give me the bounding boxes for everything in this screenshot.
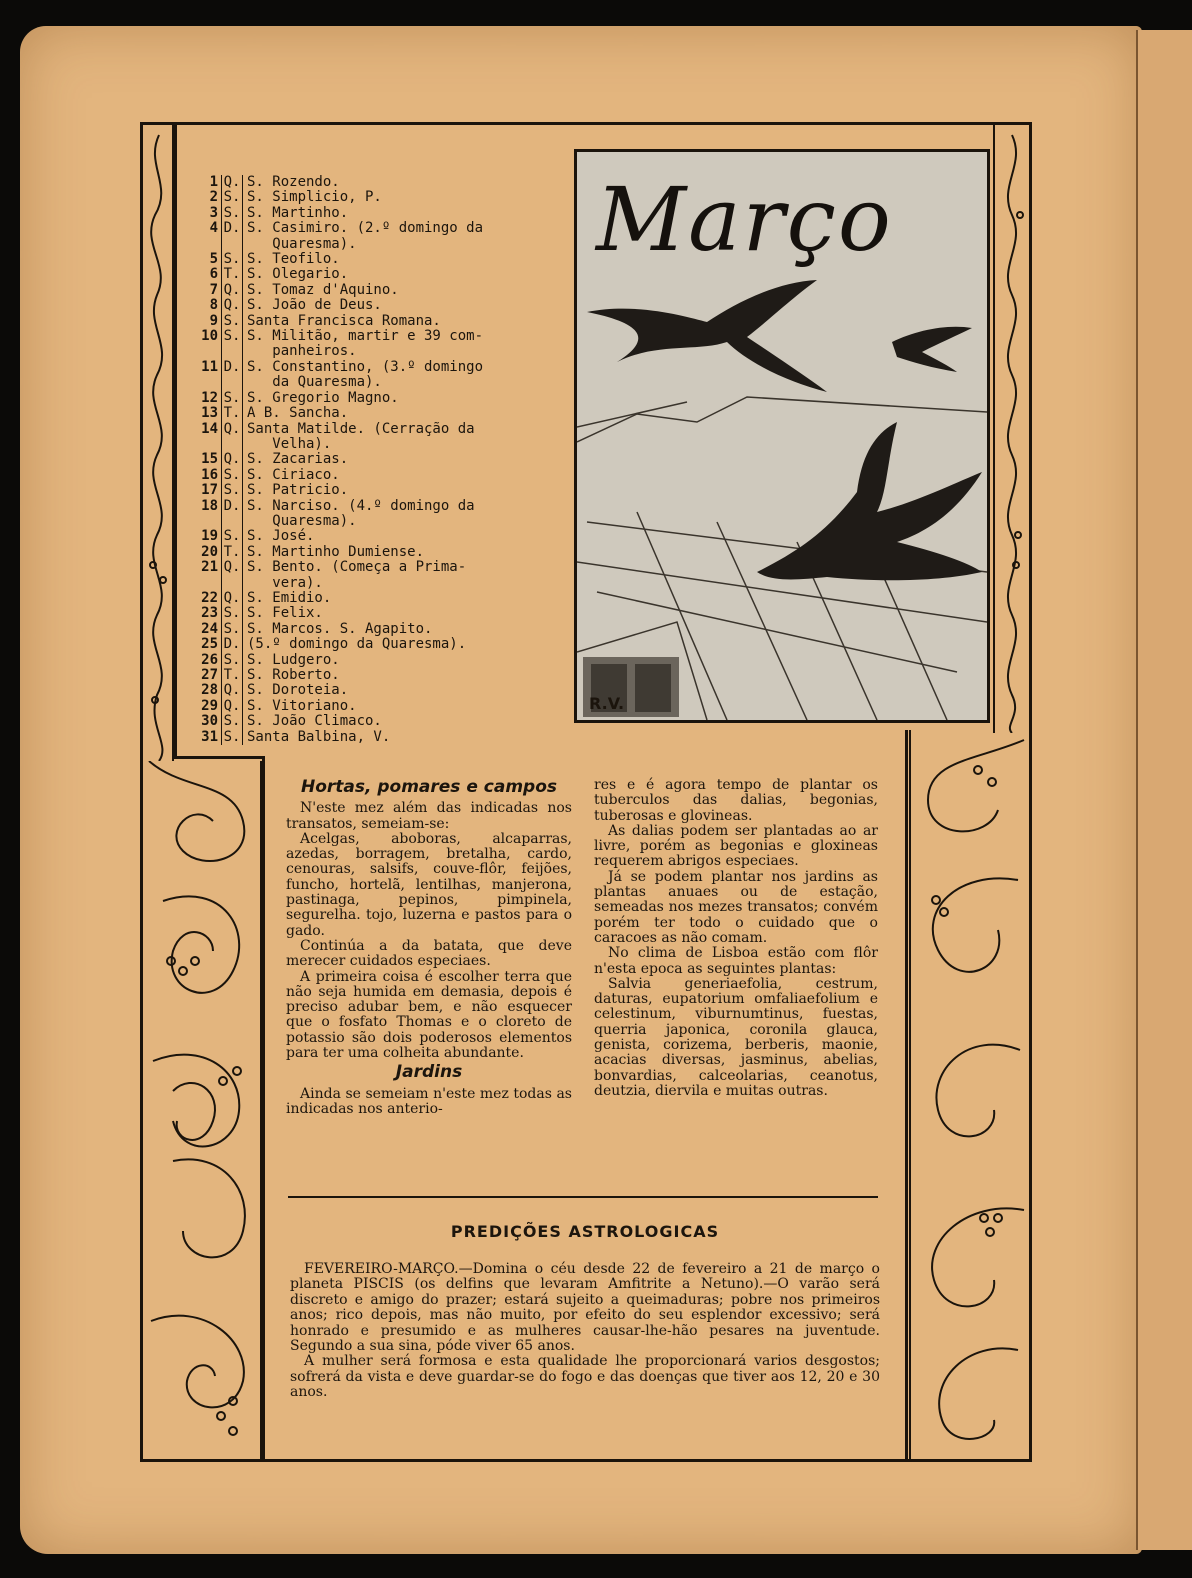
calendar-saint: S. João de Deus. xyxy=(247,297,382,314)
calendar-saint: (5.º domingo da Quaresma). xyxy=(247,636,467,653)
calendar-saint: S. Felix. xyxy=(247,605,323,622)
calendar-row xyxy=(190,190,540,205)
calendar-saint: Velha). xyxy=(247,435,332,452)
calendar-day-number xyxy=(190,344,218,359)
predicoes-text xyxy=(290,1262,880,1401)
calendar-row xyxy=(190,422,540,437)
calendar-saint: S. Tomaz d'Aquino. xyxy=(247,281,399,298)
jardins-paragraph: Já se podem plantar nos jardins as plantas anuaes ou de estação, semeadas nos mezes transatos; convém porém ter todo o cuidado que o caracoes as não comam. xyxy=(594,868,878,946)
calendar-weekday: S. xyxy=(221,190,243,205)
calendar-weekday: Q. xyxy=(221,175,243,190)
calendar-day-number: 26 xyxy=(201,651,218,668)
predicoes-paragraph: A mulher será formosa e esta qualidade lhe proporcionará varios desgostos; sofrerá da vista e deve guardar-se do fogo e das doenças que tiver aos 12, 20 e 30 anos. xyxy=(290,1353,880,1401)
calendar-weekday: Q. xyxy=(221,560,243,575)
jardins-paragraph: Ainda se semeiam n'este mez todas as indicadas nos anterio- xyxy=(286,1085,572,1117)
calendar-row xyxy=(190,714,540,729)
calendar-day-number: 18 xyxy=(201,497,218,514)
hortas-paragraph: N'este mez além das indicadas nos transatos, semeiam-se: xyxy=(286,800,572,832)
jardins-paragraph: Salvia generiaefolia, cestrum, daturas, eupatorium omfaliaefolium e celestinum, viburnumtinus, fuestas, querria japonica, coronila glauca, genista, corizema, berberis, maonie, acacias diversas, jasminus, abelias, bonvardias, calceolarias, ceanotus, deutzia, diervila e muitas outras. xyxy=(594,975,878,1099)
hortas-paragraph: Continúa a da batata, que deve merecer cuidados especiaes. xyxy=(286,937,572,970)
calendar-weekday: S. xyxy=(221,329,243,344)
calendar-saint: S. Martinho. xyxy=(247,204,349,221)
calendar-weekday xyxy=(221,576,243,591)
divider-calendar-left xyxy=(174,125,177,759)
calendar-day-number: 27 xyxy=(201,667,218,683)
calendar-row xyxy=(190,514,540,529)
calendar-day-number: 21 xyxy=(201,559,218,576)
calendar-day-number: 1 xyxy=(209,174,218,190)
calendar-weekday: S. xyxy=(221,252,243,267)
hortas-heading: Hortas, pomares e campos xyxy=(300,777,558,797)
jardins-paragraph: res e é agora tempo de plantar os tuberculos das dalias, begonias, tuberosas e glovineas. xyxy=(594,777,878,824)
hortas-paragraph: Acelgas, aboboras, alcaparras, azedas, borragem, bretalha, cardo, cenouras, salsifs, couve-flôr, feijões, funcho, hortelã, lentilhas, manjerona, pastinaga, pepinos, pimpinela, segurelha. tojo, luzerna e pastos para o gado. xyxy=(286,830,572,939)
calendar-day-number: 29 xyxy=(201,697,218,714)
calendar-row xyxy=(190,668,540,683)
calendar-day-number: 13 xyxy=(201,405,218,422)
calendar-weekday xyxy=(221,514,243,529)
calendar-weekday: Q. xyxy=(221,591,243,606)
calendar-day-number: 30 xyxy=(201,713,218,730)
calendar-row xyxy=(190,175,540,190)
calendar-saint: S. Ludgero. xyxy=(247,651,340,668)
section-divider xyxy=(288,1196,878,1198)
calendar-row xyxy=(190,298,540,313)
calendar-row xyxy=(190,637,540,652)
calendar-day-number: 3 xyxy=(209,204,218,221)
calendar-saint: S. Gregorio Magno. xyxy=(247,389,399,406)
divider-text-right xyxy=(905,730,908,1459)
calendar-day-number: 20 xyxy=(201,543,218,560)
calendar-row xyxy=(190,452,540,467)
calendar-row xyxy=(190,221,540,236)
calendar-saint: Quaresma). xyxy=(247,512,357,529)
jardins-column xyxy=(594,778,878,1099)
calendar-row xyxy=(190,360,540,375)
calendar-saint: S. João Climaco. xyxy=(247,713,382,730)
calendar-saint: S. Casimiro. (2.º domingo da xyxy=(247,220,484,237)
calendar-row xyxy=(190,375,540,390)
jardins-paragraph: No clima de Lisboa estão com flôr n'esta epoca as seguintes plantas: xyxy=(594,945,878,977)
calendar-row xyxy=(190,267,540,282)
calendar-day-number: 15 xyxy=(201,451,218,468)
jardins-heading: Jardins xyxy=(395,1062,463,1083)
calendar-row xyxy=(190,653,540,668)
calendar-day-number: 10 xyxy=(201,328,218,345)
calendar-row xyxy=(190,529,540,544)
predicoes-paragraph: FEVEREIRO-MARÇO.—Domina o céu desde 22 de fevereiro a 21 de março o planeta PISCIS (os delfins que levaram Amfitrite a Netuno).—O varão será discreto e amigo do prazer; estará sujeito a queimaduras; pobre nos primeiros anos; rico depois, mas não muito, por efeito do seu esplendor excessivo; será honrado e presumido e as mulheres causar-lhe-hão pesares na juventude. Segundo a sua sina, póde viver 65 anos. xyxy=(290,1261,880,1355)
calendar-saint: A B. Sancha. xyxy=(247,405,349,422)
calendar-saint: S. Bento. (Começa a Prima- xyxy=(247,559,467,576)
calendar-weekday: Q. xyxy=(221,283,243,298)
calendar-saint: S. Rozendo. xyxy=(247,174,340,190)
ornament-left-bottom xyxy=(143,761,265,1459)
calendar-weekday: T. xyxy=(221,668,243,683)
calendar-weekday xyxy=(221,237,243,252)
calendar-row xyxy=(190,237,540,252)
calendar-saint: Quaresma). xyxy=(247,235,357,252)
calendar-weekday: S. xyxy=(221,468,243,483)
calendar-day-number: 22 xyxy=(201,589,218,606)
calendar-row xyxy=(190,283,540,298)
calendar-day-number xyxy=(190,576,218,591)
calendar-weekday: S. xyxy=(221,206,243,221)
calendar-saint: S. Martinho Dumiense. xyxy=(247,543,425,560)
calendar-saint: S. Militão, martir e 39 com- xyxy=(247,328,484,345)
illustration-signature: R.V. xyxy=(589,694,625,713)
calendar-saint: S. Teofilo. xyxy=(247,251,340,268)
calendar-day-number xyxy=(190,437,218,452)
calendar-row xyxy=(190,468,540,483)
predicoes-heading: PREDIÇÕES ASTROLOGICAS xyxy=(450,1222,720,1241)
calendar-saint: S. Patricio. xyxy=(247,482,349,499)
calendar-day-number: 2 xyxy=(209,189,218,206)
calendar-row xyxy=(190,591,540,606)
calendar-weekday: S. xyxy=(221,653,243,668)
calendar-day-number: 5 xyxy=(209,251,218,268)
calendar-row xyxy=(190,576,540,591)
calendar-weekday: Q. xyxy=(221,422,243,437)
calendar-saint: panheiros. xyxy=(247,343,357,360)
calendar-weekday: Q. xyxy=(221,298,243,313)
calendar-list xyxy=(190,175,540,745)
calendar-weekday: S. xyxy=(221,483,243,498)
calendar-row xyxy=(190,206,540,221)
calendar-day-number: 23 xyxy=(201,605,218,622)
calendar-row xyxy=(190,622,540,637)
calendar-saint: S. Narciso. (4.º domingo da xyxy=(247,497,475,514)
calendar-day-number: 9 xyxy=(209,312,218,329)
calendar-day-number: 24 xyxy=(201,620,218,637)
calendar-weekday: S. xyxy=(221,529,243,544)
calendar-row xyxy=(190,545,540,560)
calendar-weekday xyxy=(221,344,243,359)
calendar-saint: da Quaresma). xyxy=(247,374,382,391)
calendar-day-number: 17 xyxy=(201,482,218,499)
hortas-paragraph: A primeira coisa é escolher terra que não seja humida em demasia, depois é preciso adubar bem, e não esquecer que o fosfato Thomas e o cloreto de potassio são dois poderosos elementos para ter uma colheita abundante. xyxy=(286,968,572,1062)
calendar-weekday: Q. xyxy=(221,699,243,714)
calendar-day-number: 6 xyxy=(209,266,218,283)
calendar-row xyxy=(190,437,540,452)
calendar-day-number: 11 xyxy=(201,358,218,375)
calendar-row xyxy=(190,483,540,498)
calendar-saint: S. Simplicio, P. xyxy=(247,189,382,206)
calendar-weekday: T. xyxy=(221,545,243,560)
calendar-saint: Santa Matilde. (Cerração da xyxy=(247,420,475,437)
divider-calendar-bottom xyxy=(174,756,262,759)
calendar-row xyxy=(190,730,540,745)
calendar-saint: vera). xyxy=(247,574,323,591)
calendar-weekday xyxy=(221,437,243,452)
calendar-weekday: S. xyxy=(221,606,243,621)
calendar-day-number: 4 xyxy=(209,220,218,237)
calendar-day-number xyxy=(190,514,218,529)
calendar-weekday: S. xyxy=(221,730,243,745)
calendar-weekday: S. xyxy=(221,314,243,329)
calendar-saint: S. Emidio. xyxy=(247,589,332,606)
ornament-right-bottom xyxy=(908,730,1030,1459)
calendar-saint: S. Doroteia. xyxy=(247,682,349,699)
calendar-weekday: S. xyxy=(221,622,243,637)
divider-text-left xyxy=(262,756,265,1459)
calendar-row xyxy=(190,252,540,267)
calendar-day-number xyxy=(190,237,218,252)
calendar-day-number: 19 xyxy=(201,528,218,545)
calendar-weekday: T. xyxy=(221,406,243,421)
ornament-right-top xyxy=(990,125,1030,733)
calendar-row xyxy=(190,314,540,329)
calendar-day-number: 31 xyxy=(201,728,218,745)
calendar-saint: S. Roberto. xyxy=(247,667,340,683)
calendar-saint: S. José. xyxy=(247,528,315,545)
calendar-weekday: S. xyxy=(221,714,243,729)
calendar-weekday: D. xyxy=(221,637,243,652)
calendar-day-number: 14 xyxy=(201,420,218,437)
calendar-weekday: D. xyxy=(221,221,243,236)
calendar-row xyxy=(190,683,540,698)
calendar-weekday: D. xyxy=(221,499,243,514)
calendar-day-number: 28 xyxy=(201,682,218,699)
calendar-saint: Santa Francisca Romana. xyxy=(247,312,441,329)
calendar-day-number: 12 xyxy=(201,389,218,406)
calendar-saint: S. Constantino, (3.º domingo xyxy=(247,358,484,375)
calendar-day-number: 7 xyxy=(209,281,218,298)
jardins-paragraph: As dalias podem ser plantadas ao ar livre, porém as begonias e gloxineas requerem abrigos especiaes. xyxy=(594,822,878,870)
calendar-row xyxy=(190,560,540,575)
next-page-edge xyxy=(1136,30,1192,1550)
calendar-weekday: Q. xyxy=(221,683,243,698)
ornament-left-top xyxy=(143,125,177,761)
calendar-row xyxy=(190,406,540,421)
calendar-saint: S. Olegario. xyxy=(247,266,349,283)
calendar-saint: S. Vitoriano. xyxy=(247,697,357,714)
calendar-weekday: T. xyxy=(221,267,243,282)
calendar-row xyxy=(190,329,540,344)
calendar-saint: S. Ciriaco. xyxy=(247,466,340,483)
calendar-row xyxy=(190,391,540,406)
hortas-column xyxy=(286,777,572,1117)
calendar-weekday: Q. xyxy=(221,452,243,467)
calendar-row xyxy=(190,499,540,514)
calendar-weekday: S. xyxy=(221,391,243,406)
month-title: Março xyxy=(596,168,893,271)
calendar-day-number: 8 xyxy=(209,297,218,314)
calendar-row xyxy=(190,606,540,621)
calendar-weekday xyxy=(221,375,243,390)
calendar-day-number: 25 xyxy=(201,636,218,653)
calendar-saint: S. Marcos. S. Agapito. xyxy=(247,620,433,637)
calendar-day-number xyxy=(190,375,218,390)
calendar-row xyxy=(190,699,540,714)
calendar-day-number: 16 xyxy=(201,466,218,483)
calendar-row xyxy=(190,344,540,359)
calendar-saint: Santa Balbina, V. xyxy=(247,728,391,745)
calendar-weekday: D. xyxy=(221,360,243,375)
calendar-saint: S. Zacarias. xyxy=(247,451,349,468)
